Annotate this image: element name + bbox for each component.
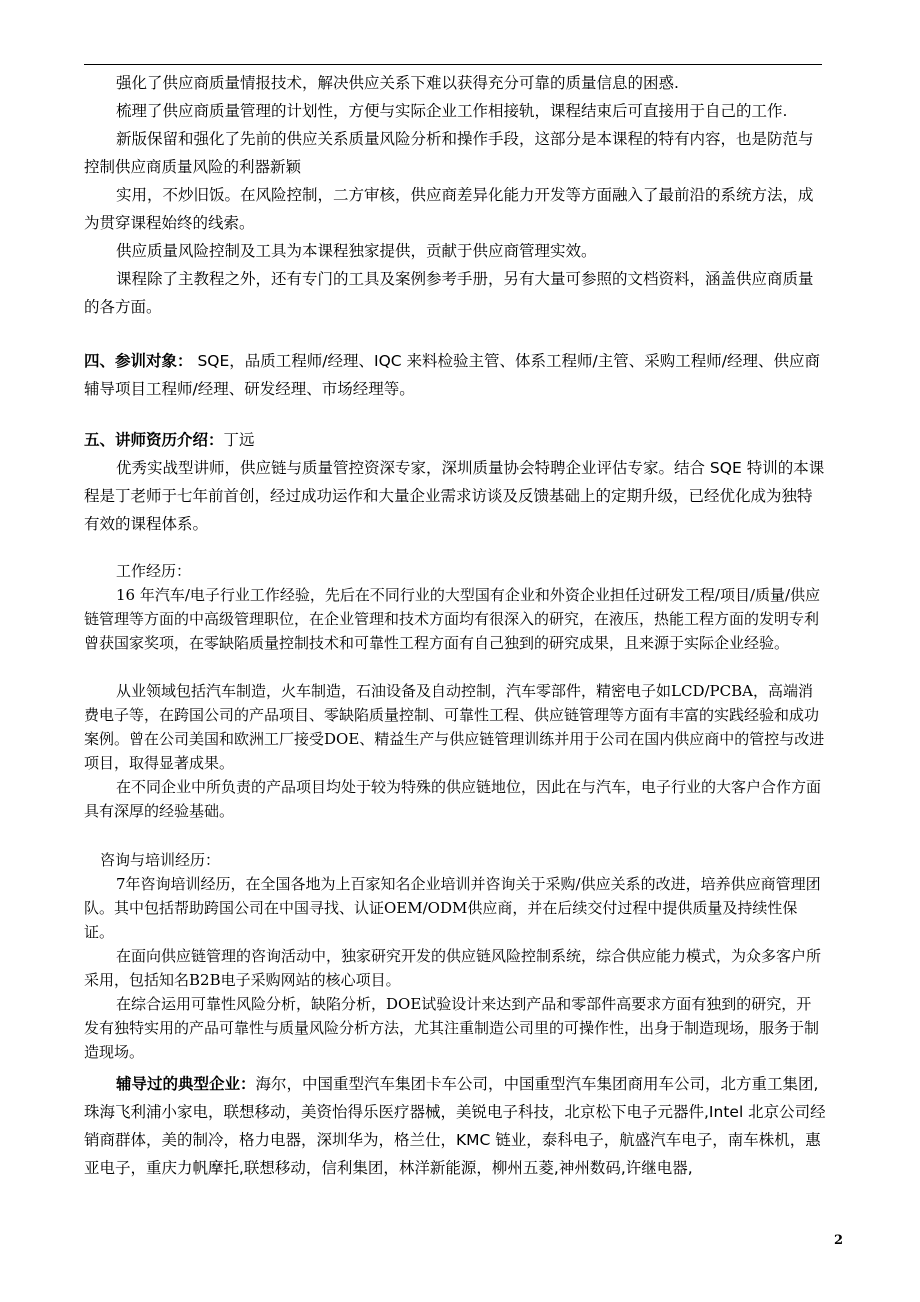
work-label: 工作经历： [116,562,192,580]
paragraph-intel: 强化了供应商质量情报技术，解决供应关系下难以获得充分可靠的质量信息的困惑. [116,74,679,92]
work-paragraph-experience: 16 年汽车/电子行业工作经验，先后在不同行业的大型国有企业和外资企业担任过研发工程/项目/质量/供应链管理等方面的中高级管理职位，在企业管理和技术方面均有很深入的研究，在液压，热能工程方面的发明专利曾获国家奖项，在零缺陷质量控制技术和可靠性工程方面有自己独到的研究成果，且来源于实际企业经验。 [84,586,821,652]
section-audience-heading: 四、参训对象： [84,352,193,370]
paragraph-planning: 梳理了供应商质量管理的计划性，方便与实际企业工作相接轨，课程结束后可直接用于自己的工作. [116,102,788,120]
consult-label: 咨询与培训经历： [100,851,221,869]
consult-paragraph-reliability: 在综合运用可靠性风险分析，缺陷分析，DOE试验设计来达到产品和零部件高要求方面有独到的研究，开发有独特实用的产品可靠性与质量风险分析方法，尤其注重制造公司里的可操作性，出身于制造现场，服务于制造现场。 [84,995,820,1061]
section-clients [84,1070,826,1182]
instructor-intro: 优秀实战型讲师，供应链与质量管控资深专家，深圳质量协会特聘企业评估专家。结合 SQE 特训的本课程是丁老师于七年前首创，经过成功运作和大量企业需求访谈及反馈基础上的定期升级，已经优化成为独特有效的课程体系。 [84,459,825,533]
work-paragraph-clients: 在不同企业中所负责的产品项目均处于较为特殊的供应链地位，因此在与汽车，电子行业的大客户合作方面具有深厚的经验基础。 [84,778,822,820]
consult-paragraph-history: 7年咨询培训经历，在全国各地为上百家知名企业培训并咨询关于采购/供应关系的改进，培养供应商管理团队。其中包括帮助跨国公司在中国寻找、认证OEM/ODM供应商，并在后续交付过程中提供质量及持续性保证。 [84,875,821,941]
section-audience-text: SQE，品质工程师/经理、IQC 来料检验主管、体系工程师/主管、采购工程师/经理、供应商辅导项目工程师/经理、研发经理、市场经理等。 [84,352,820,398]
work-paragraph-fields: 从业领域包括汽车制造，火车制造，石油设备及自动控制，汽车零部件，精密电子如LCD/PCBA，高端消费电子等，在跨国公司的产品项目、零缺陷质量控制、可靠性工程、供应链管理等方面有丰富的实践经验和成功案例。曾在公司美国和欧洲工厂接受DOE、精益生产与供应链管理训练并用于公司在国内供应商中的管控与改进项目，取得显著成果。 [84,682,825,772]
section-instructor [84,426,826,454]
header-rule [84,64,822,65]
paragraph-practical: 实用，不炒旧饭。在风险控制，二方审核，供应商差异化能力开发等方面融入了最前沿的系统方法，成为贯穿课程始终的线索。 [84,186,814,232]
section-instructor-heading: 五、讲师资历介绍： [84,431,224,449]
consult-paragraph-system: 在面向供应链管理的咨询活动中，独家研究开发的供应链风险控制系统，综合供应能力模式，为众多客户所采用，包括知名B2B电子采购网站的核心项目。 [84,947,822,989]
instructor-name: 丁远 [223,431,255,449]
paragraph-new-version: 新版保留和强化了先前的供应关系质量风险分析和操作手段，这部分是本课程的特有内容，也是防范与控制供应商质量风险的利器新颖 [84,130,814,176]
page-number: 2 [834,1233,844,1248]
section-audience [84,347,826,403]
section-clients-heading: 辅导过的典型企业： [116,1075,256,1093]
paragraph-exclusive: 供应质量风险控制及工具为本课程独家提供，贡献于供应商管理实效。 [116,242,597,260]
section-clients-text: 海尔，中国重型汽车集团卡车公司，中国重型汽车集团商用车公司，北方重工集团,珠海飞利浦小家电，联想移动，美资怡得乐医疗器械，美锐电子科技，北京松下电子元器件,Intel 北京公司经销商群体，美的制冷，格力电器，深圳华为，格兰仕，KMC 链业，泰科电子，航盛汽车电子，南车株机，惠亚电子，重庆力帆摩托,联想移动，信利集团，林洋新能源，柳州五菱,神州数码,许继电器, [84,1075,826,1177]
paragraph-materials: 课程除了主教程之外，还有专门的工具及案例参考手册，另有大量可参照的文档资料，涵盖供应商质量的各方面。 [84,270,814,316]
